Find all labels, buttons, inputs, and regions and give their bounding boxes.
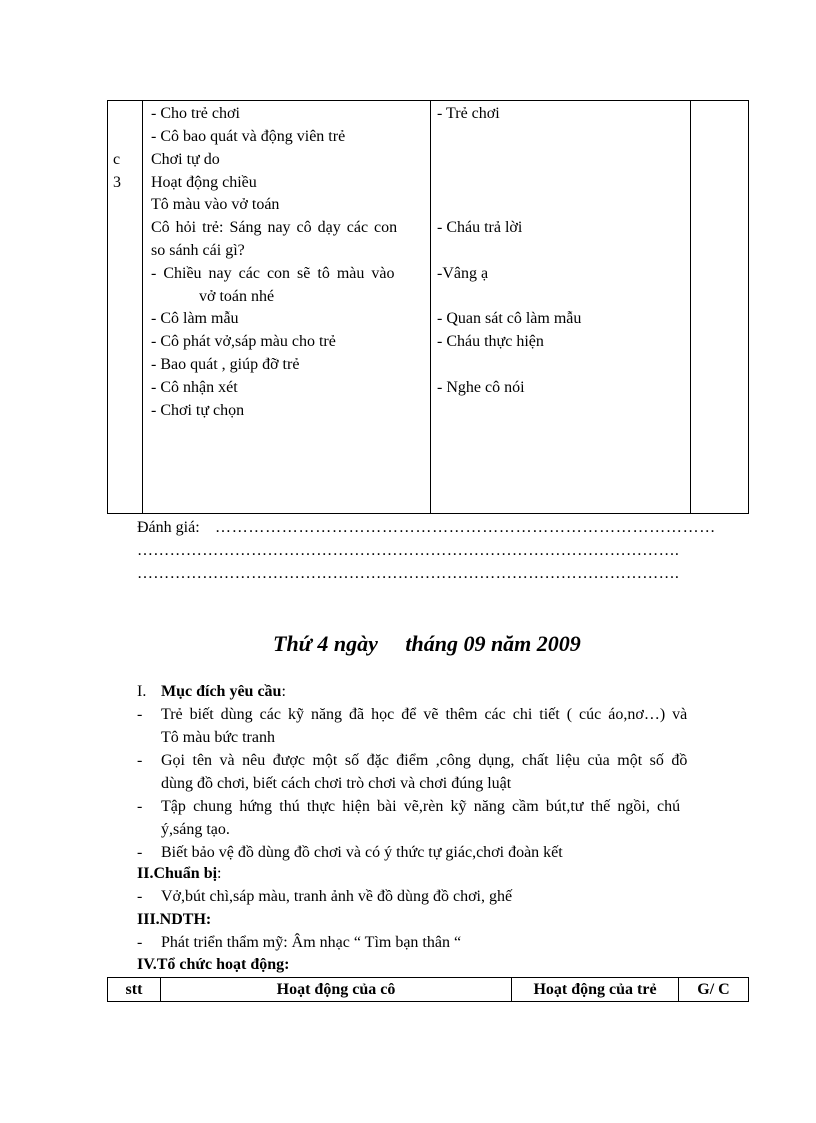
teacher-line: - Cô làm mẫu <box>151 310 239 327</box>
teacher-line: - Cô bao quát và động viên trẻ <box>151 128 346 145</box>
table1-bottom-border <box>107 513 749 514</box>
evaluation-dots-line1: ……………………………………………………………………………… <box>215 519 716 536</box>
section3-heading: III.NDTH: <box>137 911 212 928</box>
table1-border-right <box>748 100 749 514</box>
section1-heading-text: Mục đích yêu cầu <box>161 683 282 700</box>
child-line: - Cháu trả lời <box>437 219 523 236</box>
stt-cell-number: 3 <box>113 174 121 191</box>
objective-1-line1: Trẻ biết dùng các kỹ năng đã học để vẽ thêm các chi tiết ( cúc áo,nơ…) và <box>161 706 688 723</box>
header-teacher-activity: Hoạt động của cô <box>276 981 396 998</box>
teacher-line: - Cho trẻ chơi <box>151 105 240 122</box>
objective-3-line2: ý,sáng tạo. <box>161 821 230 838</box>
section2-heading-text: II.Chuẩn bị <box>137 865 218 882</box>
teacher-line: Tô màu vào vở toán <box>151 196 280 213</box>
teacher-line: - Chiều nay các con sẽ tô màu vào <box>151 265 395 282</box>
child-line: - Quan sát cô làm mẫu <box>437 310 582 327</box>
section1-heading <box>161 684 286 700</box>
table2-border-right <box>748 977 749 1002</box>
table1-border-col1 <box>142 100 143 514</box>
header-stt: stt <box>125 981 143 998</box>
teacher-line: - Chơi tự chọn <box>151 402 245 419</box>
teacher-line: Cô hỏi trẻ: Sáng nay cô dạy các con <box>151 219 398 236</box>
section2-colon: : <box>217 865 222 882</box>
teacher-line: so sánh cái gì? <box>151 242 245 259</box>
stt-cell-letter: c <box>113 151 121 168</box>
section1-number: I. <box>137 683 147 700</box>
objective-2-line2: dùng đồ chơi, biết cách chơi trò chơi và chơi đúng luật <box>161 775 512 792</box>
teacher-line: Chơi tự do <box>151 151 220 168</box>
bullet: - <box>137 934 143 951</box>
child-line: - Cháu thực hiện <box>437 333 544 350</box>
evaluation-dots-line2: ………………………………………………………………………………………. <box>137 542 680 559</box>
teacher-line: - Cô phát vở,sáp màu cho trẻ <box>151 333 336 350</box>
header-notes: G/ C <box>697 981 730 998</box>
section2-heading <box>137 866 222 882</box>
objective-4: Biết bảo vệ đồ dùng đồ chơi và có ý thức tự giác,chơi đoàn kết <box>161 844 563 861</box>
table1-top-border <box>107 100 749 101</box>
bullet: - <box>137 706 143 723</box>
teacher-line: Hoạt động chiều <box>151 174 257 191</box>
bullet: - <box>137 888 143 905</box>
header-child-activity: Hoạt động của trẻ <box>533 981 657 998</box>
preparation-item: Vở,bút chì,sáp màu, tranh ảnh về đồ dùng đồ chơi, ghế <box>161 888 513 905</box>
child-line: -Vâng ạ <box>437 265 489 282</box>
section1-colon: : <box>281 683 286 700</box>
table1-border-left <box>107 100 108 514</box>
teacher-line: - Cô nhận xét <box>151 379 238 396</box>
evaluation-dots-line3: ………………………………………………………………………………………. <box>137 565 680 582</box>
integration-item: Phát triển thẩm mỹ: Âm nhạc “ Tìm bạn thân “ <box>161 934 462 951</box>
table2-top-border <box>107 977 749 978</box>
bullet: - <box>137 844 143 861</box>
objective-2-line1: Gọi tên và nêu được một số đặc điểm ,công dụng, chất liệu của một số đồ <box>161 752 688 769</box>
table1-border-col3 <box>690 100 691 514</box>
child-line: - Nghe cô nói <box>437 379 525 396</box>
objective-3-line1: Tập chung hứng thú thực hiện bài vẽ,rèn kỹ năng cầm bút,tư thế ngồi, chú <box>161 798 681 815</box>
evaluation-label: Đánh giá: <box>137 519 200 536</box>
objective-1-line2: Tô màu bức tranh <box>161 729 275 746</box>
table2-bottom-border <box>107 1001 749 1002</box>
bullet: - <box>137 752 143 769</box>
section4-heading: IV.Tổ chức hoạt động: <box>137 956 290 973</box>
teacher-line: - Bao quát , giúp đỡ trẻ <box>151 356 300 373</box>
bullet: - <box>137 798 143 815</box>
table1-border-col2 <box>430 100 431 514</box>
day-title: Thứ 4 ngày tháng 09 năm 2009 <box>273 631 581 656</box>
teacher-line: vở toán nhé <box>199 288 275 305</box>
child-line: - Trẻ chơi <box>437 105 500 122</box>
